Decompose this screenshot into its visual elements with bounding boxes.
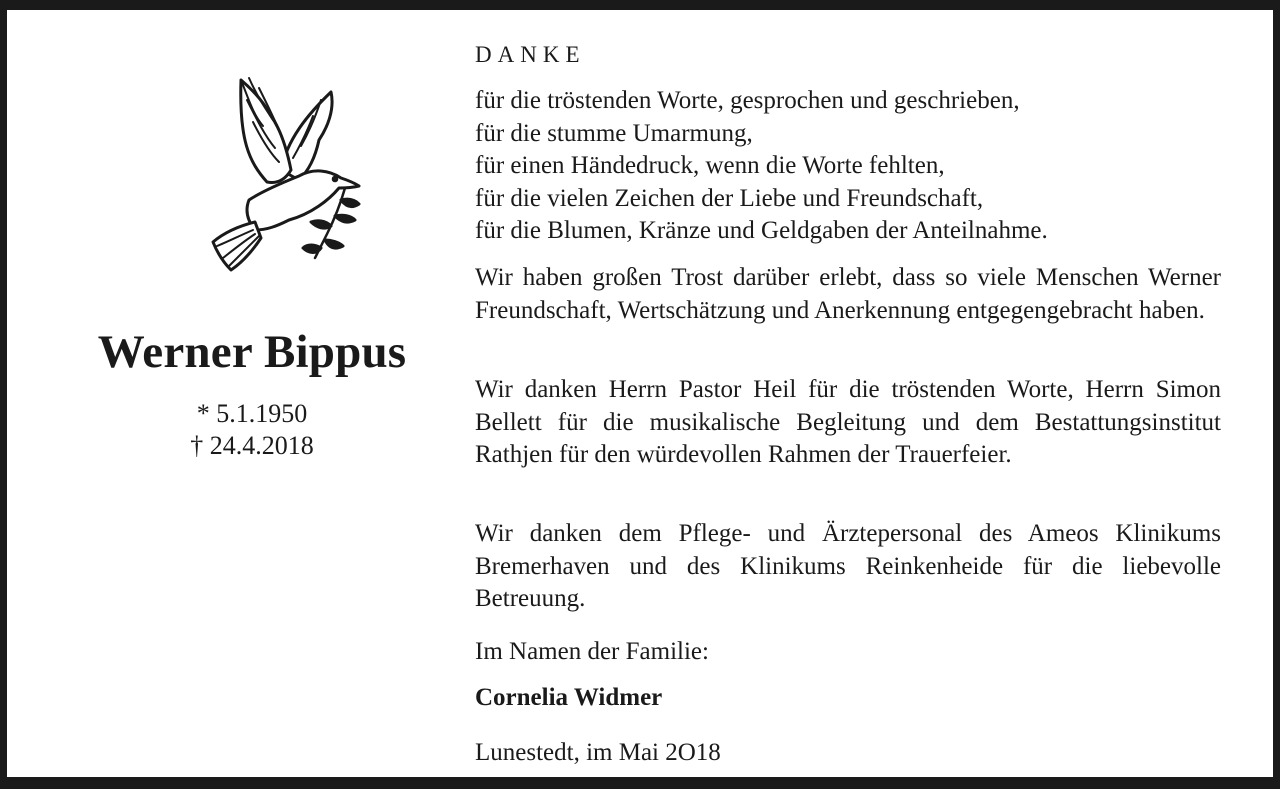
- notice-heading: DANKE: [475, 42, 586, 67]
- thanks-line: für die tröstenden Worte, gesprochen und geschrieben,: [475, 87, 1020, 114]
- life-dates: [47, 398, 457, 462]
- place-and-date: Lunestedt, im Mai 2O18: [475, 739, 721, 766]
- thanks-column: [475, 10, 1223, 790]
- thanks-line: für die stumme Umarmung,: [475, 119, 753, 147]
- thanks-line: für die Blumen, Kränze und Geldgaben der Anteilnahme.: [475, 217, 1048, 244]
- paragraph-ceremony-thanks: Wir danken Herrn Pastor Heil für die tröstenden Worte, Herrn Simon Bellett für die musikalische Begleitung und dem Bestattungsinstitut Rathjen für den würdevollen Rahmen der Trauerfeier.: [475, 376, 1221, 468]
- thanks-list: [475, 85, 1223, 248]
- death-date: † 24.4.2018: [190, 431, 314, 460]
- birth-date: * 5.1.1950: [196, 399, 308, 428]
- signer-name: Cornelia Widmer: [475, 684, 663, 711]
- thanks-line: für einen Händedruck, wenn die Worte fehlten,: [475, 152, 945, 179]
- memorial-column: [47, 10, 457, 790]
- deceased-name: Werner Bippus: [97, 326, 407, 378]
- dove-with-olive-branch-icon: [169, 70, 389, 280]
- paragraph-comfort: Wir haben großen Trost darüber erlebt, dass so viele Menschen Werner Freundschaft, Wertschätzung und Anerkennung entgegengebracht haben.: [475, 264, 1221, 324]
- thanks-line: für die vielen Zeichen der Liebe und Freundschaft,: [475, 184, 984, 212]
- on-behalf-label: Im Namen der Familie:: [475, 638, 709, 665]
- paragraph-care-thanks: Wir danken dem Pflege- und Ärztepersonal des Ameos Klinikums Bremerhaven und des Klinikums Reinkenheide für die liebevolle Betreuung.: [475, 520, 1221, 612]
